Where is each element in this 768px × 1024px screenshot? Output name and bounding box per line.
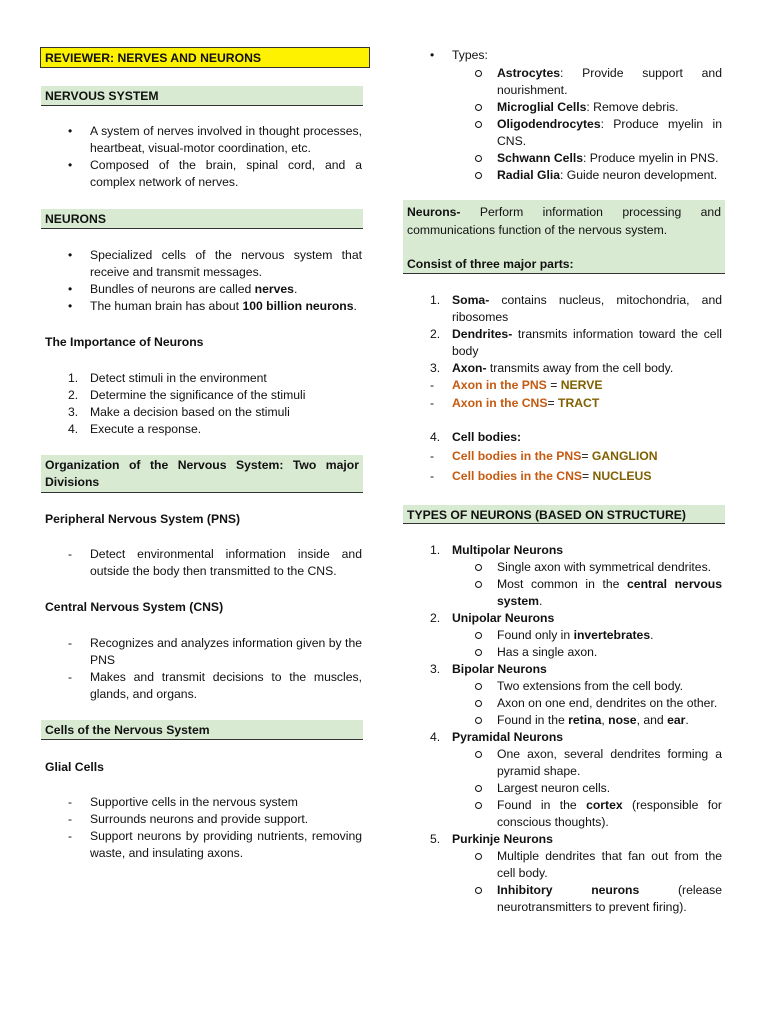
sub-list <box>497 746 722 831</box>
list-item: Schwann Cells: Produce myelin in PNS. <box>497 150 722 167</box>
section-types-of-neurons <box>403 505 725 524</box>
list-item: 4. Pyramidal Neurons One axon, several dendrites forming a pyramid shape. Largest neuron cells. Found in the cortex (responsible for conscious thoughts). <box>430 730 722 829</box>
list-item: - Surrounds neurons and provide support. <box>90 811 362 828</box>
section-heading: Organization of the Nervous System: Two major Divisions <box>45 458 359 489</box>
parts-heading: Consist of three major parts: <box>407 257 574 271</box>
list-item: • A system of nerves involved in thought processes, heartbeat, visual-motor coordination, etc. <box>90 123 362 157</box>
list-item: - Supportive cells in the nervous system <box>90 794 362 811</box>
list-item: 5. Purkinje Neurons Multiple dendrites that fan out from the cell body. Inhibitory neurons (release neurotransmitters to prevent firing). <box>430 832 722 914</box>
list-item: Most common in the central nervous system. <box>497 577 723 608</box>
list-item: - Axon in the PNS = NERVE <box>452 377 722 394</box>
list-item: One axon, several dendrites forming a pyramid shape. <box>497 747 722 778</box>
list-item: Oligodendrocytes: Produce myelin in CNS. <box>497 117 722 148</box>
list-item: - Recognizes and analyzes information given by the PNS <box>90 635 362 669</box>
list-item: Inhibitory neurons (release neurotransmitters to prevent firing). <box>497 883 722 914</box>
parts-list <box>430 292 722 485</box>
list-item: • Specialized cells of the nervous system that receive and transmit messages. <box>90 247 362 281</box>
list-item: Axon on one end, dendrites on the other. <box>497 695 722 712</box>
cns-list <box>90 635 362 703</box>
document-title-text: REVIEWER: NERVES AND NEURONS <box>45 51 262 65</box>
list-item: Two extensions from the cell body. <box>497 678 722 695</box>
list-item: - Axon in the CNS= TRACT <box>452 395 722 412</box>
list-item: 2. Determine the significance of the stimuli <box>68 388 306 402</box>
neuron-types-list <box>430 542 723 916</box>
section-heading: TYPES OF NEURONS (BASED ON STRUCTURE) <box>407 508 686 522</box>
importance-heading: The Importance of Neurons <box>45 335 204 349</box>
section-heading: NEURONS <box>45 212 106 226</box>
list-item: 1. Detect stimuli in the environment <box>68 371 267 385</box>
list-item: - Cell bodies in the PNS= GANGLION <box>452 448 722 465</box>
list-item: Largest neuron cells. <box>497 780 722 797</box>
list-item: Multiple dendrites that fan out from the cell body. <box>497 849 722 880</box>
list-item: Has a single axon. <box>497 644 722 661</box>
list-item: 2. Dendrites- transmits information toward the cell body <box>430 327 722 358</box>
section-nervous-system <box>41 86 363 106</box>
list-item: 2. Unipolar Neurons Found only in invertebrates. Has a single axon. <box>452 610 722 661</box>
list-item: - Detect environmental information inside and outside the body then transmitted to the CNS. <box>90 546 362 580</box>
neurons-definition: Neurons- Perform information processing and communications function of the nervous system. <box>407 205 721 237</box>
glial-list <box>90 794 362 862</box>
list-item: • Composed of the brain, spinal cord, and a complex network of nerves. <box>90 157 362 191</box>
importance-list <box>68 370 362 438</box>
glial-types-list <box>497 65 722 184</box>
list-item: 3. Axon- transmits away from the cell body. <box>430 361 674 375</box>
sub-list <box>497 627 722 661</box>
list-item: - Cell bodies in the CNS= NUCLEUS <box>452 468 722 485</box>
list-item: 1. Multipolar Neurons Single axon with symmetrical dendrites. Most common in the central nervous system. <box>430 543 723 608</box>
section-heading: Cells of the Nervous System <box>45 723 210 737</box>
neurons-list <box>90 247 362 315</box>
glial-heading: Glial Cells <box>45 760 104 774</box>
section-organization <box>41 455 363 493</box>
list-item: 4. Cell bodies: <box>430 430 522 444</box>
types-list <box>452 47 722 64</box>
document-title <box>40 47 370 68</box>
list-item: 3. Make a decision based on the stimuli <box>68 405 290 419</box>
list-item: Microglial Cells: Remove debris. <box>497 99 722 116</box>
list-item: • Types: <box>452 47 722 64</box>
pns-heading: Peripheral Nervous System (PNS) <box>45 512 241 526</box>
list-item: • The human brain has about 100 billion neurons. <box>90 298 362 315</box>
list-item: Found only in invertebrates. <box>497 627 722 644</box>
nervous-system-list <box>90 123 362 191</box>
list-item: Found in the cortex (responsible for conscious thoughts). <box>497 798 722 829</box>
list-item: - Support neurons by providing nutrients, removing waste, and insulating axons. <box>90 828 362 862</box>
list-item: Single axon with symmetrical dendrites. <box>497 559 722 576</box>
sub-list <box>497 848 722 916</box>
cns-heading: Central Nervous System (CNS) <box>45 600 224 614</box>
list-item: Found in the retina, nose, and ear. <box>497 712 722 729</box>
sub-list <box>497 559 722 610</box>
section-cells <box>41 720 363 740</box>
section-neurons <box>41 209 363 229</box>
list-item: 1. Soma- contains nucleus, mitochondria, and ribosomes <box>430 293 722 324</box>
sub-list <box>497 678 722 729</box>
section-heading: NERVOUS SYSTEM <box>45 89 159 103</box>
pns-list <box>90 546 362 580</box>
list-item: 3. Bipolar Neurons Two extensions from the cell body. Axon on one end, dendrites on the other. Found in the retina, nose, and ear. <box>452 661 722 729</box>
list-item: Astrocytes: Provide support and nourishment. <box>497 66 722 97</box>
neurons-definition-box <box>403 200 725 274</box>
list-item: 4. Execute a response. <box>68 422 202 436</box>
list-item: Radial Glia: Guide neuron development. <box>497 167 722 184</box>
list-item: • Bundles of neurons are called nerves. <box>90 281 362 298</box>
list-item: - Makes and transmit decisions to the muscles, glands, and organs. <box>90 669 362 703</box>
